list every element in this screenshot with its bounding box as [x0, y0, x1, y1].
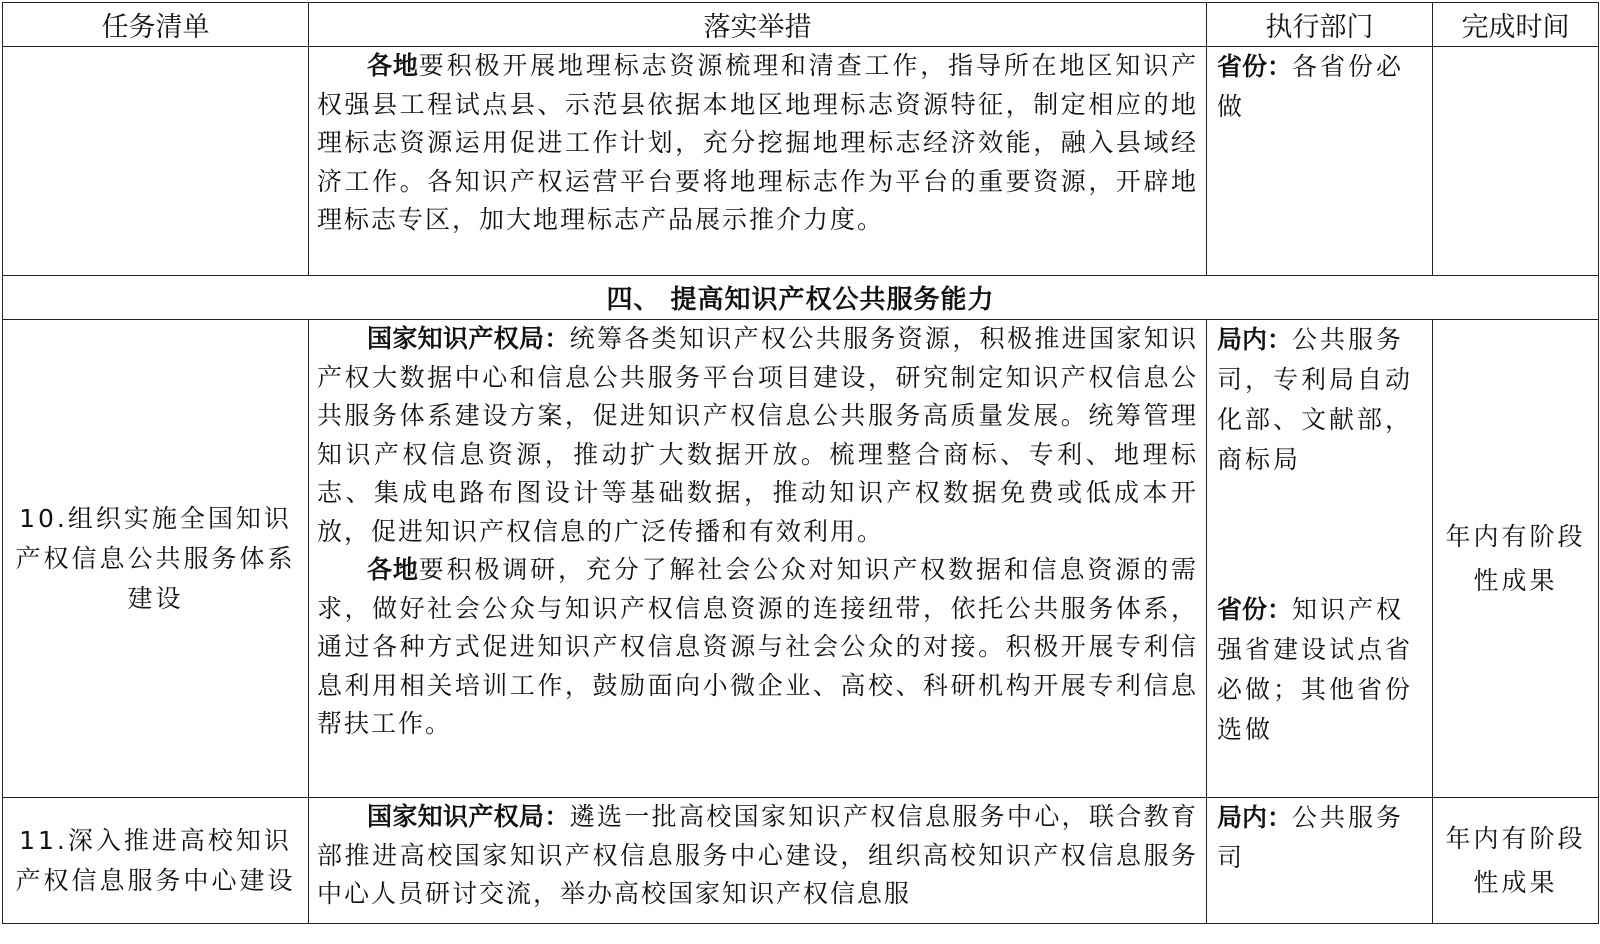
- task-cell: [3, 47, 309, 276]
- table-row: [3, 798, 1599, 924]
- department-cell: [1207, 798, 1433, 924]
- department-cell: [1207, 47, 1433, 276]
- measure-cell: [309, 320, 1207, 798]
- department-lead: 局内：: [1217, 325, 1293, 354]
- department-lead: 局内：: [1217, 803, 1293, 832]
- department-text: 公共服务司: [1217, 803, 1405, 872]
- header-department: 执行部门: [1207, 3, 1433, 47]
- measure-lead: 国家知识产权局：: [367, 324, 570, 353]
- measure-text: 统筹各类知识产权公共服务资源，积极推进国家知识产权大数据中心和信息公共服务平台项目建设，研究制定知识产权信息公共服务体系建设方案，促进知识产权信息公共服务高质量发展。统筹管理知识产权信息资源，推动扩大数据开放。梳理整合商标、专利、地理标志、集成电路布图设计等基础数据，推动知识产权数据免费或低成本开放，促进知识产权信息的广泛传播和有效利用。: [317, 324, 1198, 546]
- measure-cell: [309, 798, 1207, 924]
- department-cell: [1207, 320, 1433, 798]
- task-cell: 11.深入推进高校知识产权信息服务中心建设: [3, 798, 309, 924]
- department-lead: 省份：: [1217, 52, 1293, 81]
- measure-text: 要积极开展地理标志资源梳理和清查工作，指导所在地区知识产权强县工程试点县、示范县依据本地区地理标志资源特征，制定相应的地理标志资源运用促进工作计划，充分挖掘地理标志经济效能，融入县域经济工作。各知识产权运营平台要将地理标志作为平台的重要资源，开辟地理标志专区，加大地理标志产品展示推介力度。: [317, 51, 1198, 234]
- table-row: [3, 47, 1599, 276]
- spacer: [1217, 480, 1422, 590]
- measure-text: 遴选一批高校国家知识产权信息服务中心，联合教育部推进高校国家知识产权信息服务中心建设，组织高校知识产权信息服务中心人员研讨交流，举办高校国家知识产权信息服: [317, 802, 1198, 908]
- department-lead: 省份：: [1217, 595, 1293, 624]
- time-cell: 年内有阶段性成果: [1433, 320, 1599, 798]
- task-table: [2, 2, 1599, 924]
- measure-text: 要积极调研，充分了解社会公众对知识产权数据和信息资源的需求，做好社会公众与知识产权信息资源的连接纽带，依托公共服务体系，通过各种方式促进知识产权信息资源与社会公众的对接。积极开展专利信息利用相关培训工作，鼓励面向小微企业、高校、科研机构开展专利信息帮扶工作。: [317, 555, 1198, 738]
- measure-lead: 各地: [367, 555, 419, 584]
- header-task-list: 任务清单: [3, 3, 309, 47]
- department-text: 知识产权强省建设试点省必做；其他省份选做: [1217, 595, 1414, 744]
- measure-cell: [309, 47, 1207, 276]
- header-measures: 落实举措: [309, 3, 1207, 47]
- task-cell: 10.组织实施全国知识产权信息公共服务体系建设: [3, 320, 309, 798]
- time-cell: [1433, 47, 1599, 276]
- table-header-row: [3, 3, 1599, 47]
- time-cell: 年内有阶段性成果: [1433, 798, 1599, 924]
- measure-lead: 国家知识产权局：: [367, 802, 570, 831]
- section-row: [3, 276, 1599, 320]
- header-completion-time: 完成时间: [1433, 3, 1599, 47]
- measure-lead: 各地: [367, 51, 419, 80]
- section-title: 四、 提高知识产权公共服务能力: [3, 276, 1599, 320]
- table-row: [3, 320, 1599, 798]
- department-text: 各省份必做: [1217, 52, 1405, 121]
- department-text: 公共服务司，专利局自动化部、文献部，商标局: [1217, 325, 1414, 474]
